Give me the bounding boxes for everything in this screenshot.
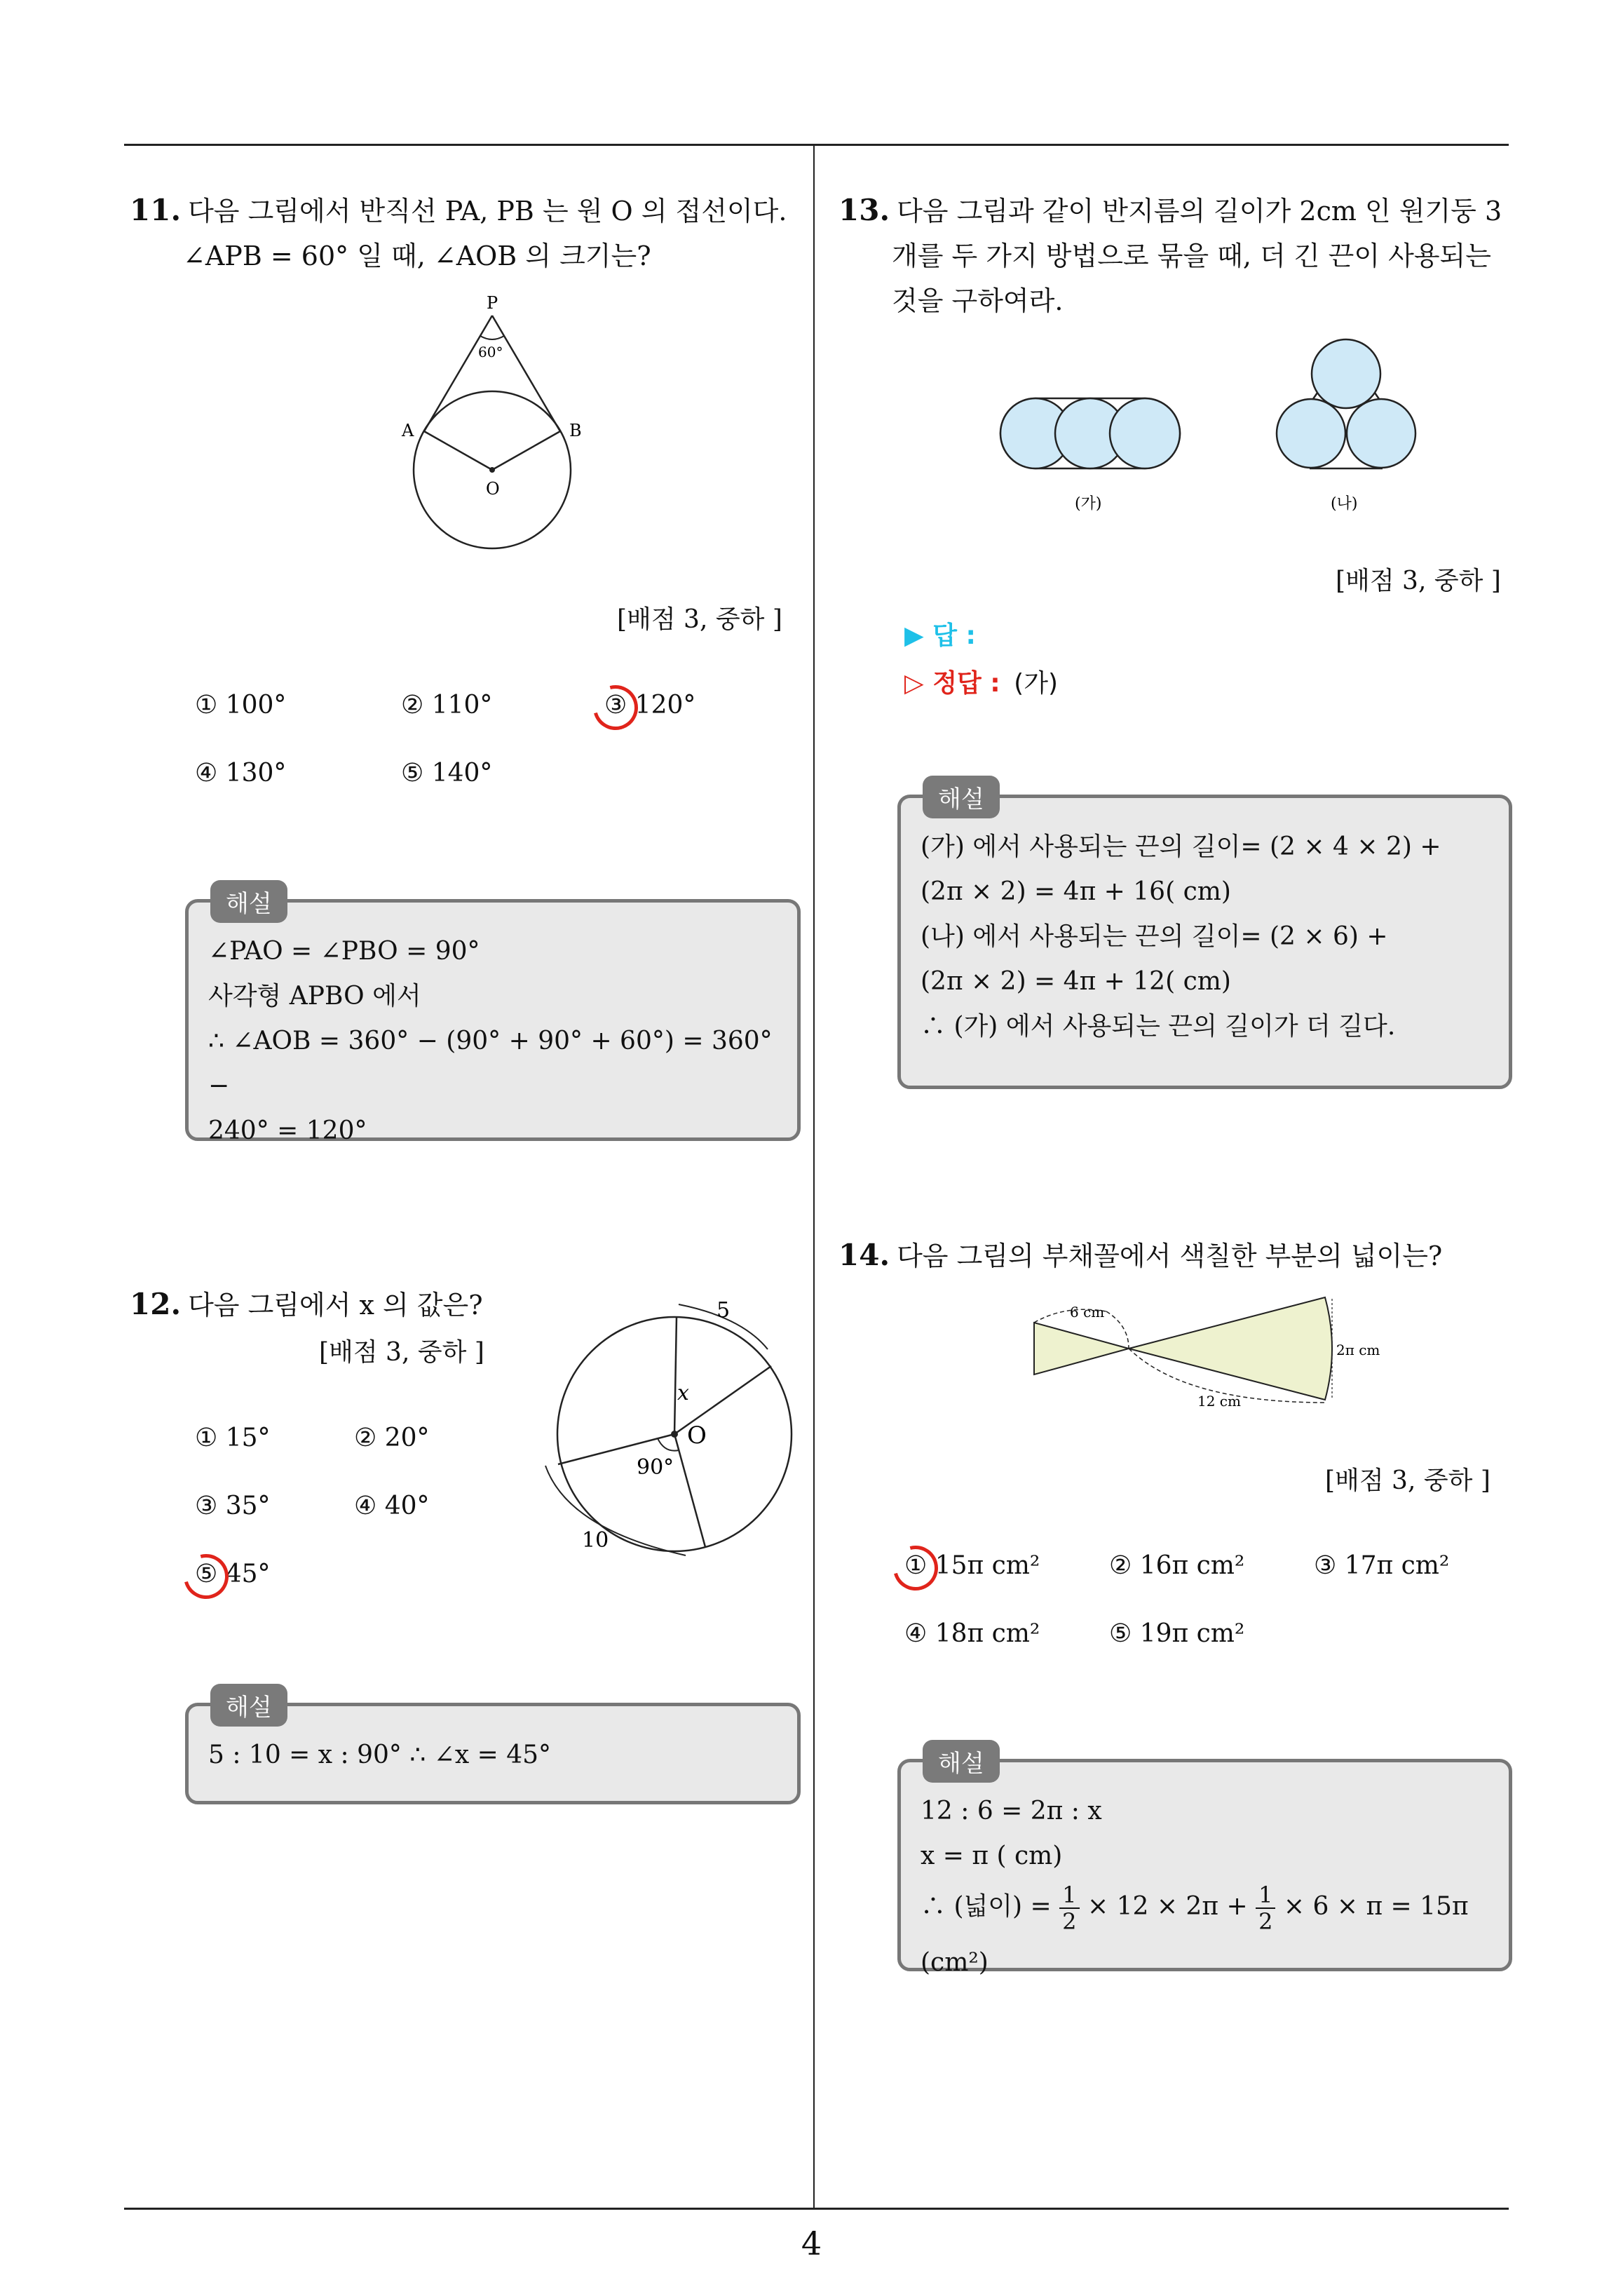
bottom-rule: [124, 2208, 1509, 2210]
explanation-line: 12 : 6 = 2π : x: [921, 1797, 1102, 1825]
shaded-sector-small: [1034, 1323, 1129, 1375]
label-na: (나): [1331, 495, 1358, 513]
label-x: x: [677, 1381, 689, 1405]
top-rule: [124, 144, 1509, 146]
label-arc-10: 10: [582, 1528, 609, 1553]
q11-figure: [393, 291, 603, 558]
explanation-line: (가) 에서 사용되는 끈의 길이= (2 × 4 × 2) +: [921, 832, 1441, 861]
correct-answer: [904, 663, 1058, 699]
explanation-line: ∴ (가) 에서 사용되는 끈의 길이가 더 길다.: [921, 1012, 1396, 1041]
column-divider: [813, 144, 815, 2209]
correct-label: ▷ 정답 :: [904, 669, 1000, 698]
choice-4[interactable]: ④ 40°: [354, 1492, 430, 1520]
question-text: 다음 그림에서 x 의 값은?: [188, 1290, 483, 1321]
explanation-line: [921, 1879, 1509, 1991]
explanation-line: (2π × 2) = 4π + 16( cm): [921, 877, 1231, 906]
score-meta: [배점 3, 중하 ]: [1336, 567, 1501, 595]
shaded-sector-large: [1129, 1297, 1332, 1400]
choice-2[interactable]: ② 16π cm²: [1109, 1551, 1245, 1580]
score-meta: [배점 3, 중하 ]: [319, 1338, 484, 1367]
question-13: [838, 188, 1505, 323]
cylinder-circle: [1277, 399, 1345, 468]
formula-prefix: ∴ (넓이) =: [921, 1892, 1052, 1921]
choice-1[interactable]: ① 15π cm²: [904, 1551, 1040, 1580]
question-11: [130, 188, 803, 278]
label-6cm: 6 cm: [1070, 1304, 1105, 1321]
explanation-line: (2π × 2) = 4π + 12( cm): [921, 967, 1231, 996]
correct-value: (가): [1014, 669, 1059, 698]
choice-5[interactable]: ⑤ 19π cm²: [1109, 1619, 1245, 1648]
label-arc-5: 5: [717, 1298, 731, 1323]
selected-mark-icon: [885, 1537, 946, 1598]
explanation-tag: 해설: [210, 880, 287, 923]
choice-4[interactable]: ④ 130°: [195, 759, 287, 788]
explanation-line: 240° = 120°: [208, 1116, 367, 1145]
label-o: O: [486, 479, 500, 499]
label-angle: 60°: [478, 344, 503, 360]
choice-1[interactable]: ① 15°: [195, 1424, 271, 1452]
explanation-line: (나) 에서 사용되는 끈의 길이= (2 × 6) +: [921, 922, 1388, 951]
page-number: 4: [801, 2224, 822, 2262]
fraction-half: $\frac{1}{2}$: [1256, 1882, 1275, 1934]
radius-ob: [492, 431, 560, 470]
choice-5[interactable]: ⑤ 45°: [195, 1560, 271, 1588]
tangent-pb: [492, 316, 560, 431]
selected-mark-icon: [585, 677, 646, 738]
answer-label: ▶ 답 :: [904, 621, 976, 650]
score-meta: [배점 3, 중하 ]: [1325, 1466, 1490, 1495]
explanation-line: ∠PAO = ∠PBO = 90°: [208, 937, 480, 966]
cylinder-circle: [1110, 398, 1180, 468]
question-number: 13.: [838, 193, 890, 227]
label-b: B: [569, 421, 582, 440]
radius-oa: [424, 431, 492, 470]
label-p: P: [487, 293, 498, 313]
cylinder-circle: [1312, 339, 1380, 408]
tangent-pa: [424, 316, 492, 431]
explanation-tag: 해설: [923, 776, 1000, 818]
fraction-half: $\frac{1}{2}$: [1059, 1882, 1079, 1934]
question-text: 다음 그림에서 반직선 PA, PB 는 원 O 의 접선이다.: [188, 196, 787, 227]
explanation-line: 사각형 APBO 에서: [208, 982, 421, 1011]
question-text: 것을 구하여라.: [892, 285, 1064, 316]
choice-1[interactable]: ① 100°: [195, 691, 287, 720]
label-2pi-cm: 2π cm: [1336, 1342, 1380, 1358]
explanation-box: [897, 795, 1512, 1089]
choice-3[interactable]: ③ 35°: [195, 1492, 271, 1520]
label-o: O: [687, 1422, 707, 1450]
cylinder-circle: [1347, 399, 1415, 468]
q14-figure: [1024, 1290, 1388, 1420]
explanation-line: ∴ ∠AOB = 360° − (90° + 90° + 60°) = 360° −: [208, 1027, 773, 1100]
choice-4[interactable]: ④ 18π cm²: [904, 1619, 1040, 1648]
explanation-box: [897, 1759, 1512, 1977]
label-a: A: [402, 421, 414, 440]
question-text: 다음 그림과 같이 반지름의 길이가 2cm 인 원기둥 3: [897, 196, 1502, 227]
explanation-tag: 해설: [923, 1740, 1000, 1783]
question-number: 14.: [838, 1238, 890, 1272]
question-number: 12.: [130, 1287, 182, 1321]
question-text: 다음 그림의 부채꼴에서 색칠한 부분의 넓이는?: [897, 1241, 1443, 1271]
choice-5[interactable]: ⑤ 140°: [401, 759, 493, 788]
angle-arc: [480, 336, 504, 339]
question-14: [838, 1233, 1442, 1278]
label-90: 90°: [637, 1455, 674, 1480]
label-12cm: 12 cm: [1197, 1393, 1241, 1410]
explanation-box: [185, 899, 801, 1145]
q12-figure: [540, 1290, 806, 1564]
score-meta: [배점 3, 중하 ]: [617, 605, 782, 634]
selected-mark-icon: [175, 1546, 236, 1607]
question-number: 11.: [130, 193, 182, 227]
formula-end: × 6 × π = 15π (cm²): [921, 1892, 1469, 1977]
explanation-line: x = π ( cm): [921, 1842, 1063, 1870]
choice-3[interactable]: ③ 17π cm²: [1314, 1551, 1450, 1580]
formula-mid: × 12 × 2π +: [1087, 1892, 1248, 1921]
question-12: [130, 1282, 483, 1328]
choice-3[interactable]: ③ 120°: [604, 691, 696, 720]
question-text: ∠APB = 60° 일 때, ∠AOB 의 크기는?: [183, 241, 651, 271]
choice-2[interactable]: ② 20°: [354, 1424, 430, 1452]
explanation-line: 5 : 10 = x : 90° ∴ ∠x = 45°: [208, 1741, 552, 1769]
question-text: 개를 두 가지 방법으로 묶을 때, 더 긴 끈이 사용되는: [892, 241, 1491, 271]
label-ga: (가): [1075, 495, 1102, 513]
q13-figure: [975, 337, 1437, 526]
explanation-tag: 해설: [210, 1684, 287, 1727]
choice-2[interactable]: ② 110°: [401, 691, 493, 720]
